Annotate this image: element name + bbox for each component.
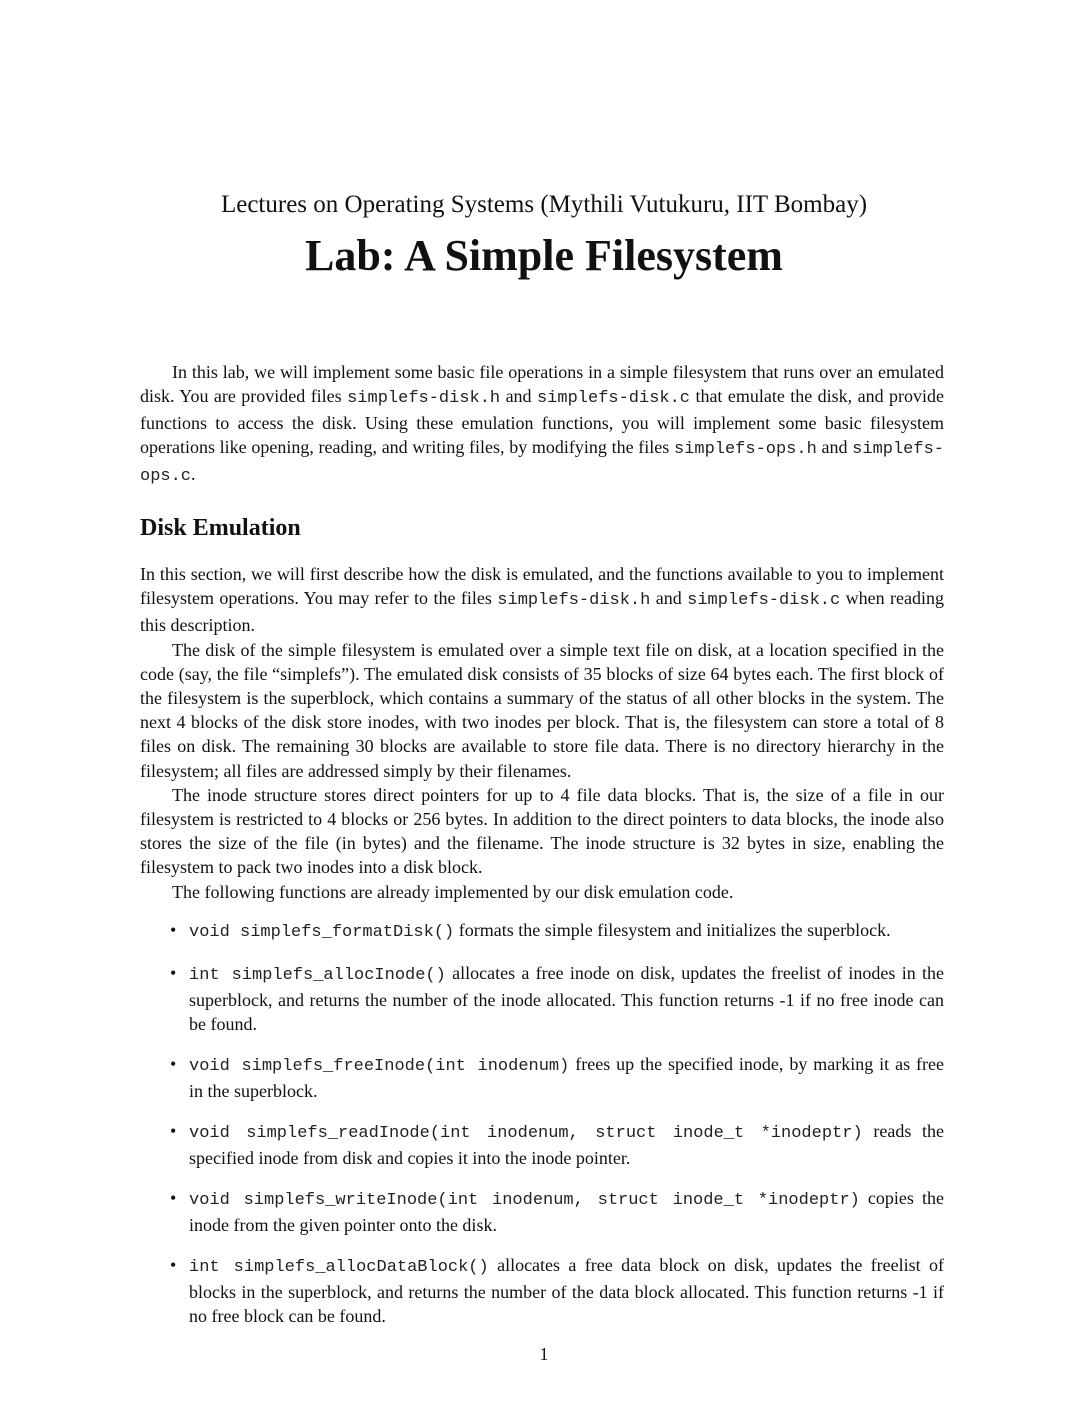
page-number: 1 (539, 1344, 549, 1364)
function-description: reads the specified inode from disk and copies it into the inode pointer. (189, 1121, 944, 1168)
file-simplefs-disk-h: simplefs-disk.h (347, 389, 501, 408)
section-body (140, 562, 944, 904)
course-header: Lectures on Operating Systems (Mythili Vutukuru, IIT Bombay) (220, 191, 868, 218)
bullet-dot: • (170, 963, 177, 983)
bullet-dot: • (170, 1054, 177, 1074)
file-simplefs-ops-c: simplefs-ops.c (140, 440, 944, 486)
function-description: allocates a free data block on disk, updates the freelist of blocks in the superblock, and returns the number of the data block allocated. This function returns -1 if no free block can be found. (189, 1255, 944, 1326)
list-item (168, 918, 944, 945)
function-signature: void simplefs_readInode(int inodenum, struct inode_t *inodeptr) (189, 1124, 863, 1143)
page-title: Lab: A Simple Filesystem (305, 231, 783, 280)
list-item (168, 961, 944, 1036)
file-simplefs-disk-c: simplefs-disk.c (536, 389, 691, 408)
intro-text-5: . (191, 464, 196, 484)
p1-text-1: In this section, we will first describe how the disk is emulated, and the functions available to you to implement filesystem operations. You may refer to the files (140, 564, 944, 609)
function-signature: int simplefs_allocInode() (189, 966, 446, 985)
bullet-dot: • (170, 1121, 177, 1141)
list-item (168, 1253, 944, 1328)
function-description: frees up the specified inode, by marking it as free in the superblock. (189, 1054, 944, 1101)
function-description: copies the inode from the given pointer onto the disk. (189, 1188, 944, 1235)
p1-text-3: when reading this description. (140, 588, 944, 636)
bullet-dot: • (170, 1188, 177, 1208)
function-description: allocates a free inode on disk, updates the freelist of inodes in the superblock, and returns the number of the inode allocated. This function returns -1 if no free inode can be found. (189, 963, 944, 1034)
section-heading: Disk Emulation (140, 515, 301, 541)
intro-text-3: that emulate the disk, and provide functions to access the disk. Using these emulation functions, you will implement some basic filesystem operations like opening, reading, and writing files, by modifying the files (140, 386, 944, 457)
function-signature: void simplefs_formatDisk() (189, 923, 455, 942)
function-signature: void simplefs_writeInode(int inodenum, struct inode_t *inodeptr) (189, 1191, 860, 1210)
intro-text-2: and (500, 386, 537, 406)
intro-paragraph (140, 360, 944, 489)
paragraph-3: The inode structure stores direct pointers for up to 4 file data blocks. That is, the size of a file in our filesystem is restricted to 4 blocks or 256 bytes. In addition to the direct pointers to data blocks, the inode also stores the size of the file (in bytes) and the filename. The inode structure is 32 bytes in size, enabling the filesystem to pack two inodes into a disk block. (140, 784, 944, 878)
function-list (168, 918, 944, 1328)
p1-file-disk-h: simplefs-disk.h (497, 591, 651, 611)
paragraph-1 (140, 562, 944, 638)
function-signature: void simplefs_freeInode(int inodenum) (189, 1057, 570, 1076)
file-simplefs-ops-h: simplefs-ops.h (673, 440, 817, 459)
bullet-dot: • (170, 920, 177, 940)
bullet-dot: • (170, 1255, 177, 1275)
list-item (168, 1052, 944, 1103)
list-item (168, 1186, 944, 1237)
paragraph-2: The disk of the simple filesystem is emulated over a simple text file on disk, at a location specified in the code (say, the file “simplefs”). The emulated disk consists of 35 blocks of size 64 bytes each. The first block of the filesystem is the superblock, which contains a summary of the status of all other blocks in the system. The next 4 blocks of the disk store inodes, with two inodes per block. That is, the filesystem can store a total of 8 files on disk. The remaining 30 blocks are available to store file data. There is no directory hierarchy in the filesystem; all files are addressed simply by their filenames. (140, 639, 944, 781)
intro-text-4: and (816, 437, 853, 457)
p1-text-2: and (650, 588, 688, 609)
list-item (168, 1119, 944, 1170)
function-signature: int simplefs_allocDataBlock() (189, 1258, 489, 1277)
p1-file-disk-c: simplefs-disk.c (687, 591, 841, 611)
function-description: formats the simple filesystem and initializes the superblock. (454, 920, 891, 940)
intro-text-1: In this lab, we will implement some basic file operations in a simple filesystem that runs over an emulated disk. You are provided files (140, 362, 944, 406)
paragraph-4: The following functions are already implemented by our disk emulation code. (172, 881, 734, 902)
